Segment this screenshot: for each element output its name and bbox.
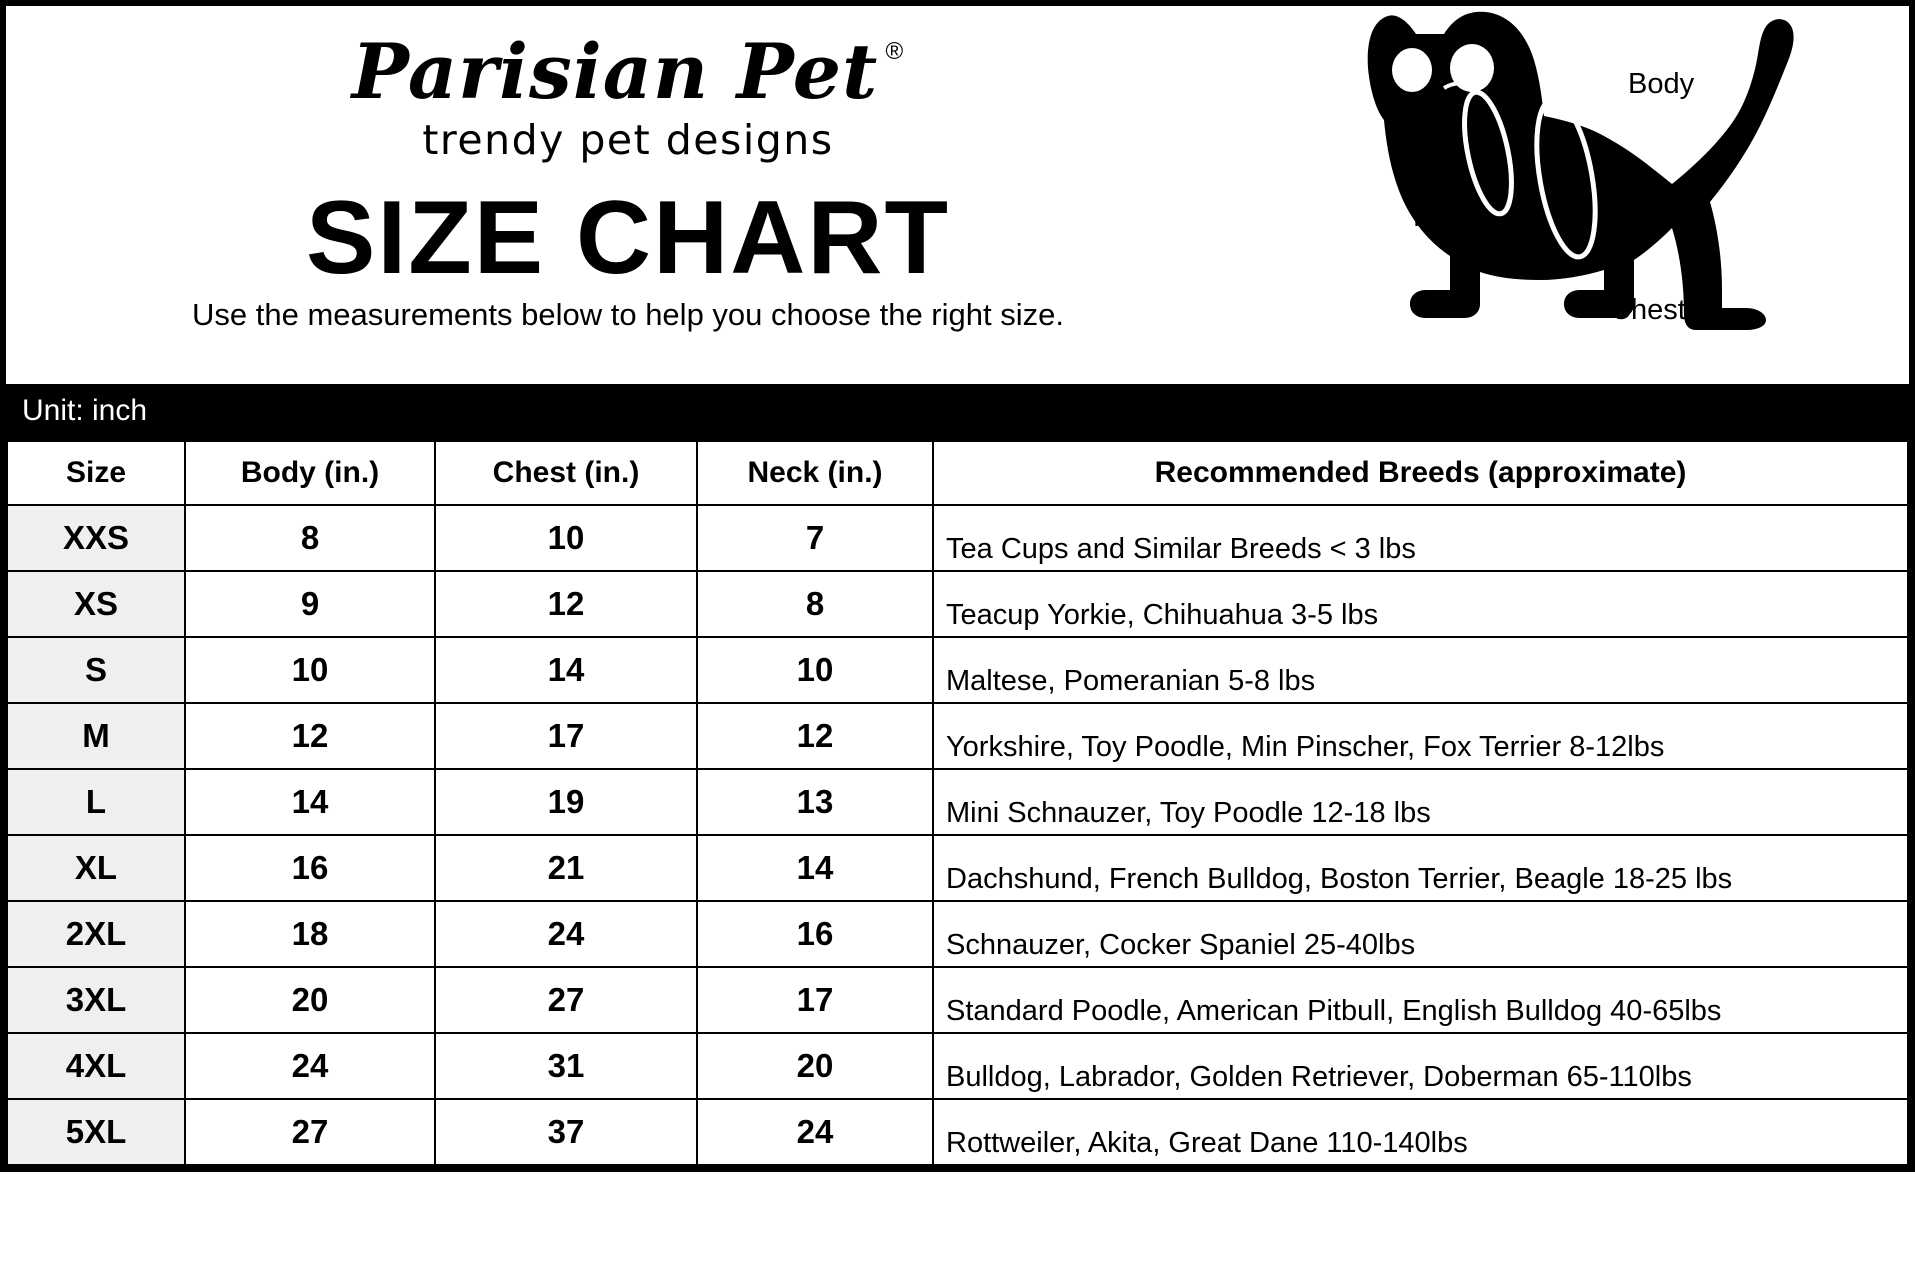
table-row [7,835,1908,901]
cell-body: 12 [185,703,435,769]
table-header [7,441,1908,505]
table-row [7,967,1908,1033]
diagram-label-body: Body [1628,68,1695,100]
cell-chest: 19 [435,769,697,835]
cell-chest: 27 [435,967,697,1033]
column-header-size: Size [7,441,185,505]
cell-neck: 16 [697,901,933,967]
cell-breeds: Dachshund, French Bulldog, Boston Terrier, Beagle 18-25 lbs [933,835,1908,901]
table-row [7,1099,1908,1165]
cell-size: XL [7,835,185,901]
cell-neck: 7 [697,505,933,571]
brand-tagline: trendy pet designs [422,116,834,164]
column-header-chest: Chest (in.) [435,441,697,505]
cell-breeds: Teacup Yorkie, Chihuahua 3-5 lbs [933,571,1908,637]
cell-neck: 13 [697,769,933,835]
column-header-breeds: Recommended Breeds (approximate) [933,441,1908,505]
cell-chest: 10 [435,505,697,571]
cell-body: 16 [185,835,435,901]
cell-chest: 37 [435,1099,697,1165]
column-header-neck: Neck (in.) [697,441,933,505]
cell-breeds: Maltese, Pomeranian 5-8 lbs [933,637,1908,703]
cell-neck: 20 [697,1033,933,1099]
brand-block [18,16,1238,164]
table-header-row [7,441,1908,505]
cell-body: 20 [185,967,435,1033]
cell-neck: 12 [697,703,933,769]
cell-chest: 12 [435,571,697,637]
cell-breeds: Yorkshire, Toy Poodle, Min Pinscher, Fox Terrier 8-12lbs [933,703,1908,769]
cell-chest: 14 [435,637,697,703]
cell-chest: 31 [435,1033,697,1099]
table-row [7,571,1908,637]
table-body [7,505,1908,1165]
table-row [7,703,1908,769]
table-row [7,1033,1908,1099]
cell-size: 3XL [7,967,185,1033]
cell-breeds: Mini Schnauzer, Toy Poodle 12-18 lbs [933,769,1908,835]
cell-breeds: Standard Poodle, American Pitbull, English Bulldog 40-65lbs [933,967,1908,1033]
cell-chest: 24 [435,901,697,967]
cell-size: 2XL [7,901,185,967]
cell-body: 18 [185,901,435,967]
cell-size: XXS [7,505,185,571]
cell-size: 4XL [7,1033,185,1099]
unit-bar: Unit: inch [6,384,1909,440]
cell-breeds: Tea Cups and Similar Breeds < 3 lbs [933,505,1908,571]
cell-size: L [7,769,185,835]
page-title: SIZE CHART [306,180,950,296]
table-row [7,901,1908,967]
cell-breeds: Rottweiler, Akita, Great Dane 110-140lbs [933,1099,1908,1165]
brand-name-text: Parisian Pet [351,27,879,116]
cell-chest: 21 [435,835,697,901]
diagram-label-chest: Chest [1610,294,1686,326]
page-subtitle: Use the measurements below to help you choose the right size. [192,297,1064,333]
dog-silhouette-icon [1248,8,1888,368]
cell-neck: 14 [697,835,933,901]
column-header-body: Body (in.) [185,441,435,505]
registered-trademark-icon: ® [885,38,905,65]
cell-body: 24 [185,1033,435,1099]
cell-size: 5XL [7,1099,185,1165]
dog-diagram [1238,6,1909,384]
size-table [6,440,1909,1166]
table-row [7,505,1908,571]
cell-body: 8 [185,505,435,571]
cell-neck: 10 [697,637,933,703]
cell-breeds: Schnauzer, Cocker Spaniel 25-40lbs [933,901,1908,967]
cell-neck: 8 [697,571,933,637]
brand-logo [351,27,905,116]
cell-size: XS [7,571,185,637]
table-row [7,637,1908,703]
cell-neck: 17 [697,967,933,1033]
cell-neck: 24 [697,1099,933,1165]
cell-chest: 17 [435,703,697,769]
cell-body: 9 [185,571,435,637]
table-row [7,769,1908,835]
cell-size: M [7,703,185,769]
cell-body: 14 [185,769,435,835]
cell-body: 10 [185,637,435,703]
diagram-label-neck: Neck [1413,201,1480,233]
cell-body: 27 [185,1099,435,1165]
cell-size: S [7,637,185,703]
chart-header [6,6,1909,384]
header-left [6,6,1238,384]
cell-breeds: Bulldog, Labrador, Golden Retriever, Doberman 65-110lbs [933,1033,1908,1099]
